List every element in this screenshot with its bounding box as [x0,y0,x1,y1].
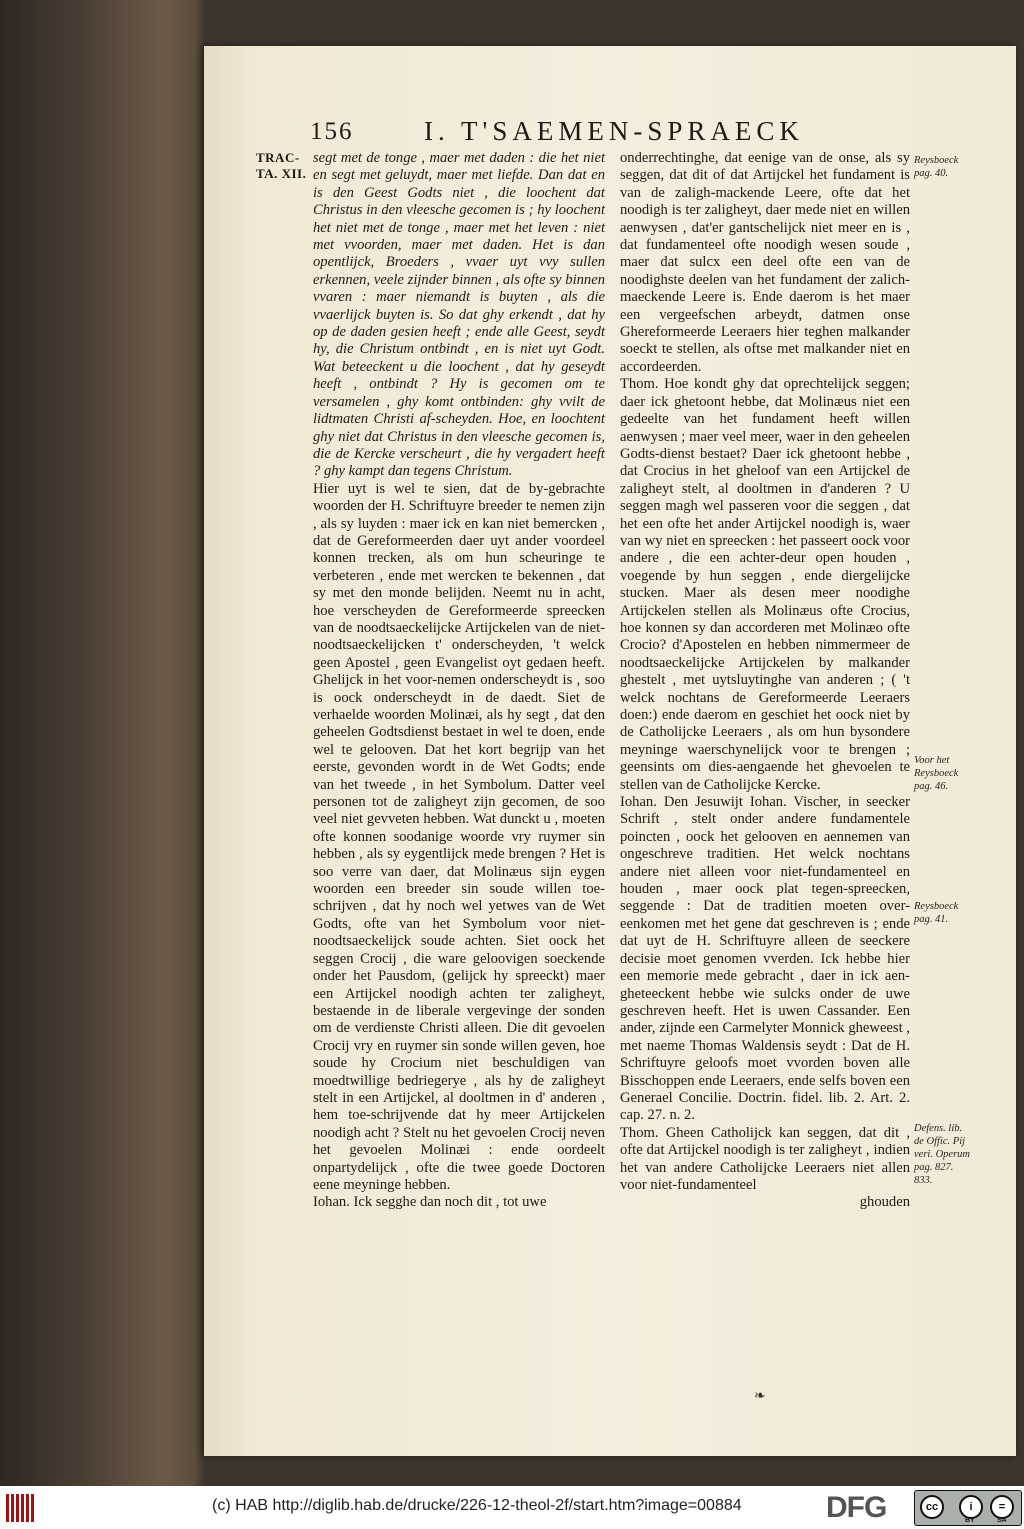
by-label: BY [965,1517,975,1524]
left-paragraph-3: Iohan. Ick segghe dan noch dit , tot uwe [313,1194,547,1211]
margin-note: Reysboeck pag. 41. [914,901,959,925]
margin-note: Reysboeck pag. 40. [914,155,959,179]
right-column [620,150,910,1212]
sa-label: SA [997,1517,1007,1524]
running-title: I. T'SAEMEN-SPRAECK [424,116,804,146]
margin-note: Defens. lib. de Offic. Pij veri. Operum pag. 827. 833. [914,1123,970,1186]
running-header [304,116,994,152]
right-paragraph-4: Thom. Gheen Catholijck kan seggen, dat dit , ofte dat Artijckel noodigh is ter zaligheyt , indien het van andere Catholijcke Leeraers niet allen voor niet-fundamenteel [620,1124,910,1193]
catchword: ghouden [859,1194,910,1211]
left-paragraph-2: Hier uyt is wel te sien, dat de by-gebrachte woorden der H. Schriftuyre breeder te nemen zijn , als sy luyden : maer ick en kan niet bemercken , dat de Gereformeerden daer uyt ander voordeel konnen trecken, als om hun scheuringe te verbeteren , ende met wercken te bekennen , dat sy met den monde belijden. Neemt nu in acht, hoe verscheyden de Gereformeerde spreecken van de noodtsaeckelijcke Artijckelen van de niet-noodtsaeckelijcken t' onderscheyden, 't welck geen Apostel , geen Evangelist oyt gedaen heeft. Ghelijck in het voor-nemen onderscheydt is , soo is oock onderscheydt in de daedt. Siet de verhaelde woorden Molinæi, als hy segt , dat den geheelen Godtsdienst bestaet in wel te doen, ende wel te gelooven. Dat het kort begrijp van het eerste, gevonden wordt in de Wet Godts; ende van het tweede , in het Symbolum. Datter veel personen tot de zaligheyt zijn gecomen, de soo veel niet gevveten hebben. Wat dunckt u , moeten ofte konnen soodanige woorde vry ruymer sin hebben , als sy eygentlijck mede brengen ? Het is soo verre van daer, dat Molinæus sijn eygen woorden een breeder sin soude willen toe-schrijven , dat hy noch wel yetwes van de Wet Godts, ofte van het Symbolum voor niet-noodtsaeckelijck soude achten. Siet oock het seggen Crocij , die ware geloovigen soeckende onder het Pausdom, (gelijck hy spreeckt) maer een Artijckel noodigh achten ter zaligheyt, bestaende in de liberale vergevinge der sonden om de verdienste Christi alleen. Die dit gevoelen Crocij vry en ruymer sin sonde willen geven, hoe soude hy Crocium niet beschuldigen van moedtwillige bedriegerye , als hy de zaligheyt stelt in een Artijckel, al dooltmen in d' anderen , hem toe-schrijvende dat hy meer Artijckelen noodigh acht ? Stelt nu het gevoelen Crocij neven het gevoelen Molinæi : ende oordeelt onpartydelijck , ofte die twee goede Doctoren eene meyninge hebben. [313,480,605,1193]
tract-label [256,150,306,182]
hab-logo-icon [6,1494,38,1522]
attribution-icon: i [959,1495,983,1519]
right-paragraph-3: Iohan. Den Jesuwijt Iohan. Vischer, in seecker Schrift , stelt onder andere fundamentele poincten , oock het gelooven en aennemen van ongeschreve traditien. Het welck nochtans andere niet alleen voor niet-fundamenteel en houden , maer oock plat tegen-spreecken, seggende : Dat de traditien moeten over-eenkomen met het gene dat geschreven is ; ende dat uyt de H. Schriftuyre alleen de seeckere decisie moet genomen vverden. Ick hebbe hier een memorie mede gebracht , daer in ick aen-gheteeckent hebbe wie sulcks onder de uwe geschreven heeft. Het is uwen Cassander. Een ander, zijnde een Carmelyter Monnick gheweest , met naeme Thomas Waldensis seydt : Dat de H. Schriftuyre geloofs moet vvorden boven alle Bisschoppen ende Leeraers, ende selfs boven een Generael Concilie. Doctrin. fidel. lib. 2. Art. 2. cap. 27. n. 2. [620,794,910,1124]
left-paragraph-1: segt met de tonge , maer met daden : die het niet en segt met geluydt, maer met liefde. Dan dat en is den Geest Godts niet , die loochent dat Christus in den vleesche gecomen is ; hy loochent het niet met de tonge , maer met het leven : niet met vvoorden, maer met daden. Het is dan opentlijck, Broeders , vvaer uyt vvy sullen erkennen, veele zijnder binnen , als ofte sy binnen vvaren : maer niemandt is buyten , als die vvaerlijck buyten is. So dat ghy erkendt , dat hy op de daden gesien heeft ; ende alle Geest, seydt hy, die Christum ontbindt , en is niet uyt Godt. Wat beteeckent u die loochent , dat hy geseydt heeft , ontbindt ? Hy is gecomen om te versamelen , ghy komt ontbinden: ghy vvilt de lidtmaten Christi af-scheyden. Hoe, en loochtent ghy niet dat Christus in den vleesche gecomen is, die de Kercke verscheurt , die hy vergadert heeft ? ghy kampt dan tegens Christum. [313,150,605,480]
copyright-link[interactable]: (c) HAB http://diglib.hab.de/drucke/226-12-theol-2f/start.htm?image=00884 [212,1497,742,1514]
right-paragraph-2: Thom. Hoe kondt ghy dat oprechtelijck seggen; daer ick ghetoont hebbe, dat Molinæus niet een gedeelte van het fundament heeft willen aenwysen ; maer veel meer, waer in den geheelen Godts-dienst bestaet? Daer ick ghetoont hebbe , dat Crocius in het gheloof van een Artijckel de zaligheyt stelt, al dooltmen in d'anderen ? U seggen magh wel passeren voor die seggen , dat het een ofte het ander Artijckel noodigh is, waer van wy niet en spreecken : het passeert oock voor andere , die een achter-deur open houden , voegende by hun seggen , ende diergelijcke stucken. Maer als desen meer noodighe Artijckelen stellen als Molinæus ofte Crocius, hoe konnen sy dan accorderen met Molinæo ofte Crocio? d'Apostelen en hebben nimmermeer de noodtsaeckelijcke Artijckelen by malkander ghestelt , met uytsluytinghe van anderen ; ( 't welck nochtans de Gereformeerde Leeraers doen:) ende daerom en geschiet het oock niet by de Catholijcke Leeraers , als om hun bysondere meyninge waerschynelijck voor te brengen ; geensints om dies-aengaende het ghevoelen te stellen van de Catholijcke Kercke. [620,376,910,793]
footer-bar [0,1486,1024,1529]
ornament-icon: ❧ [754,1389,766,1404]
page-number: 156 [310,118,354,145]
cc-icon: cc [920,1495,944,1519]
share-alike-icon: = [990,1495,1014,1519]
tract-label-line-1: TRAC- [256,150,300,165]
tract-label-line-2: TA. XII. [256,166,307,181]
cc-license-badge[interactable] [914,1490,1022,1526]
dfg-logo: DFG [826,1491,887,1524]
left-column [313,150,605,1212]
right-paragraph-1: onderrechtinghe, dat eenige van de onse, als sy seggen, dat dit of dat Artijckel het fundament is van de zaligh-mackende Leere, ofte dat het noodigh is ter zaligheyt, daer mede niet en willen aenwysen , dat'er gantschelijck niet meer en is , dat fundamenteel ofte noodigh wesen soude , maer dat sulcx een deel ofte een van de noodighste deelen van het fundament der zalich-maeckende Leere is. Ende daerom is het maer een vergeefschen arbeydt, datmen onse Ghereformeerde Leeraers hier teghen malkander soeckt te stellen, als oftse met malkander niet en accordeerden. [620,150,910,375]
margin-note: Voor het Reysboeck pag. 46. [914,755,959,792]
